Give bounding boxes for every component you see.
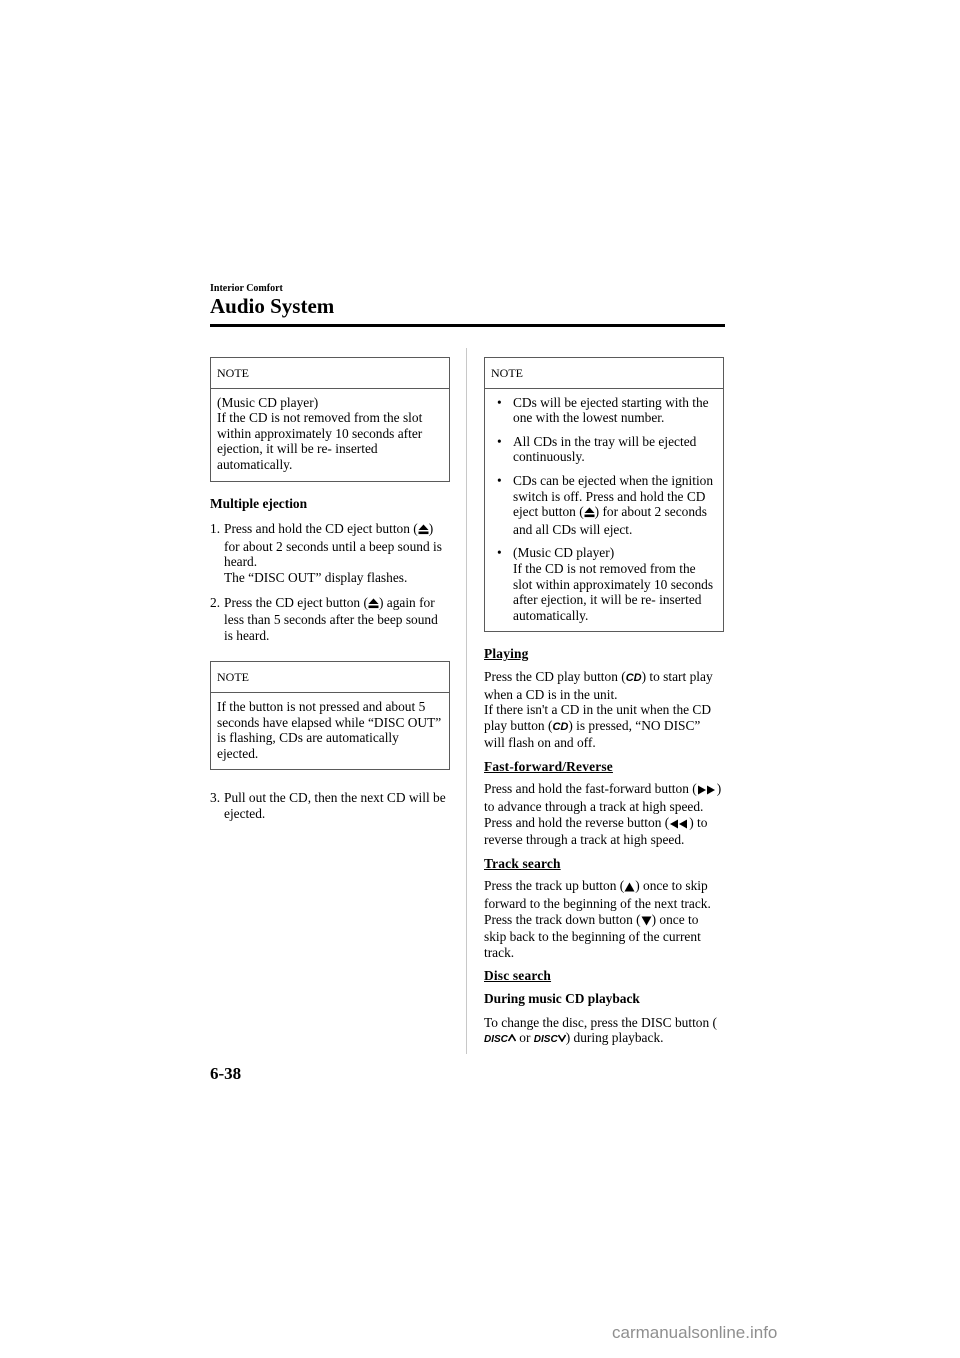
text-part: ) once to skip back to the beginning of the current track. (484, 911, 701, 960)
step-text: Pull out the CD, then the next CD will be ejected. (224, 790, 446, 821)
step-1 (210, 521, 450, 585)
bullet-text: (Music CD player) (513, 545, 615, 561)
note-body (485, 389, 723, 632)
right-column (484, 357, 724, 1048)
note-box-cd-eject (484, 357, 724, 632)
track-search-text (484, 878, 724, 960)
text-part: or (519, 1030, 531, 1046)
track-down-icon (641, 914, 652, 930)
step-text-part: ) again for less than 5 seconds after the beep sound is heard. (224, 594, 438, 643)
track-search-heading: Track search (484, 855, 561, 871)
note-title: NOTE (485, 358, 723, 389)
left-column (210, 357, 450, 830)
bullet-text: CDs can be ejected when the ignition switch is off. Press and hold the CD eject button ( (513, 472, 714, 520)
page-number: 6-38 (210, 1064, 242, 1083)
text-part: ) to advance through a track at high speed. (484, 781, 722, 815)
eject-icon (584, 506, 595, 522)
step-text-part: Press and hold the CD eject button ( (224, 521, 418, 537)
eject-icon (368, 597, 379, 613)
bullet-icon: • (497, 472, 502, 488)
bullet-text: ) for about 2 seconds and all CDs will eject. (513, 504, 707, 537)
text-part: ) is pressed, “NO DISC” will flash on and off. (484, 717, 701, 751)
bullet-text: All CDs in the tray will be ejected continuously. (513, 433, 697, 465)
step-number: 2. (210, 594, 221, 610)
note-title: NOTE (211, 358, 449, 389)
note-box-auto-eject (210, 661, 450, 770)
section-label: Interior Comfort (210, 283, 283, 294)
fast-forward-icon (697, 783, 717, 799)
text-part: ) to start play when a CD is in the unit. (484, 668, 713, 702)
note-bullet-list (491, 395, 717, 624)
note-body (211, 389, 449, 481)
column-divider (466, 348, 467, 1054)
step-text (224, 521, 450, 585)
step-number: 1. (210, 521, 221, 537)
disc-search-heading: Disc search (484, 968, 552, 984)
text-part: Press and hold the reverse button ( (484, 814, 670, 830)
text-part: To change the disc, press the DISC button ( (484, 1014, 717, 1030)
note-line: If the CD is not removed from the slot within approximately 10 seconds after ejection, it will be re- inserted automatically. (217, 410, 423, 472)
track-up-icon (624, 880, 635, 896)
note-body (211, 693, 449, 769)
disc-down-icon (534, 1032, 566, 1048)
note-bullet (491, 395, 717, 426)
step-number: 3. (210, 790, 221, 806)
note-bullet (491, 434, 717, 465)
disc-up-icon (484, 1032, 516, 1048)
heading-rule (210, 324, 725, 327)
bullet-icon: • (497, 394, 502, 410)
bullet-icon: • (497, 433, 502, 449)
note-line: If the button is not pressed and about 5 seconds have elapsed while “DISC OUT” is flashing, CDs are automatically ejected. (217, 698, 442, 761)
text-part: Press and hold the fast-forward button ( (484, 781, 697, 797)
text-part: Press the track up button ( (484, 878, 625, 894)
note-title: NOTE (211, 662, 449, 693)
step-text-part: The “DISC OUT” display flashes. (224, 569, 408, 585)
bullet-text: CDs will be ejected starting with the one with the lowest number. (513, 394, 709, 426)
text-part: ) to reverse through a track at high speed. (484, 814, 708, 848)
disc-up-label: DISC (484, 1034, 508, 1046)
cd-play-icon: CD (625, 671, 642, 684)
step-text-part: ) for about 2 seconds until a beep sound is heard. (224, 521, 442, 570)
playing-text (484, 669, 724, 751)
text-part: ) during playback. (565, 1030, 664, 1046)
note-line: (Music CD player) (217, 394, 319, 410)
text-part: If there isn't a CD in the unit when the CD play button ( (484, 702, 712, 733)
multiple-ejection-heading: Multiple ejection (210, 495, 308, 511)
disc-search-text (484, 1015, 724, 1048)
note-bullet (491, 473, 717, 537)
disc-down-label: DISC (533, 1034, 558, 1046)
fast-forward-reverse-heading: Fast-forward/Reverse (484, 758, 613, 774)
bullet-icon: • (497, 545, 502, 561)
note-bullet (491, 545, 717, 623)
fast-forward-reverse-text (484, 781, 724, 847)
eject-icon (418, 523, 429, 539)
note-box-music-cd (210, 357, 450, 482)
reverse-icon (669, 817, 689, 833)
bullet-text: If the CD is not removed from the slot within approximately 10 seconds after ejection, it will be re- inserted automatically. (513, 560, 714, 623)
text-part: Press the CD play button ( (484, 668, 626, 684)
step-2 (210, 595, 450, 644)
step-text (224, 595, 450, 644)
step-text-part: Press the CD eject button ( (224, 594, 368, 610)
playing-heading: Playing (484, 646, 529, 662)
ejection-steps (210, 521, 450, 643)
text-part: ) once to skip forward to the beginning of the next track. (484, 878, 711, 912)
page-title: Audio System (210, 294, 335, 318)
cd-play-icon: CD (552, 720, 569, 733)
watermark: carmanualsonline.info (612, 1323, 778, 1342)
text-part: Press the track down button ( (484, 911, 641, 927)
step-3 (210, 790, 450, 821)
disc-search-subheading: During music CD playback (484, 991, 640, 1006)
